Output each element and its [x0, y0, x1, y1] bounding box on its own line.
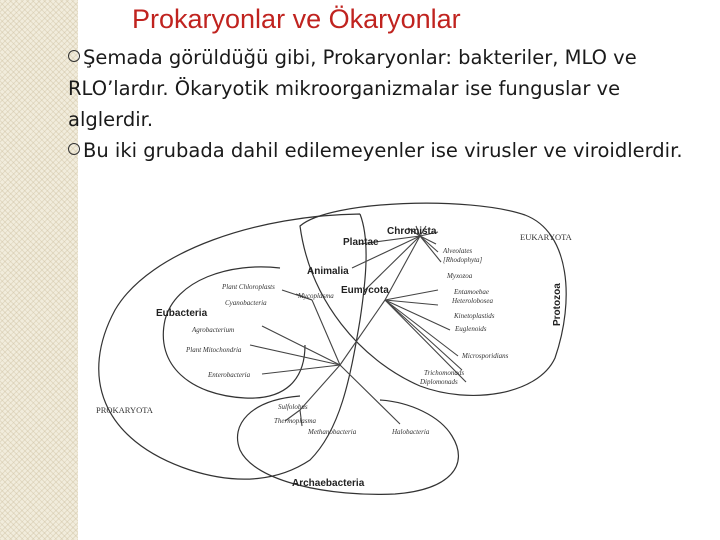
eukaryota-label: EUKARYOTA [520, 232, 572, 242]
bullet-1-text: Şemada görüldüğü gibi, Prokaryonlar: bakteriler, MLO ve RLO’lardır. Ökaryotik mikroorganizmalar ise funguslar ve alglerdir. [68, 46, 637, 131]
taxon-kinetoplastids: Kinetoplastids [454, 312, 495, 320]
archaebacteria-label: Archaebacteria [292, 478, 365, 489]
tree-branches [250, 226, 466, 426]
bullet-2 [68, 135, 708, 166]
taxon-cyanobacteria: Cyanobacteria [225, 299, 267, 307]
taxon-heterolobosea: Heterolobosea [452, 297, 493, 305]
taxon-enterobacteria: Enterobacteria [208, 371, 251, 379]
taxon-plant-mitochondria: Plant Mitochondria [186, 346, 242, 354]
taxon-microsporidians: Microsporidians [462, 352, 509, 360]
bullet-2-text: Bu iki grubada dahil edilemeyenler ise virusler ve viroidlerdir. [83, 139, 683, 162]
taxon-rhodophyta: [Rhodophyta] [443, 256, 483, 264]
bullet-circle-icon [68, 143, 80, 155]
taxon-alveolates: Alveolates [443, 247, 473, 255]
chromista-label: Chromista [387, 226, 437, 237]
taxon-diplomonads: Diplomonads [420, 378, 458, 386]
animalia-label: Animalia [307, 266, 349, 277]
eumycota-label: Eumycota [341, 285, 389, 296]
plantae-label: Plantae [343, 237, 379, 248]
taxon-thermoplasma: Thermoplasma [274, 417, 317, 425]
taxon-myxozoa: Myxozoa [447, 272, 473, 280]
taxon-trichomonads: Trichomonads [424, 369, 465, 377]
taxon-methanobacteria: Methanobacteria [308, 428, 357, 436]
taxon-entamoebae: Entamoebae [454, 288, 489, 296]
prokaryota-label: PROKARYOTA [96, 405, 153, 415]
taxon-plant-chloroplasts: Plant Chloroplasts [222, 283, 275, 291]
protozoa-label: Protozoa [552, 283, 563, 326]
taxon-euglenoids: Euglenoids [455, 325, 487, 333]
slide-title: Prokaryonlar ve Ökaryonlar [132, 4, 461, 34]
bullet-1 [68, 42, 708, 135]
slide-body [68, 42, 708, 196]
taxon-mycoplasma: Mycoplasma [298, 292, 334, 300]
phylogenetic-tree-diagram [0, 196, 720, 540]
bullet-circle-icon [68, 50, 80, 62]
taxon-agrobacterium: Agrobacterium [192, 326, 235, 334]
taxon-sulfolobus: Sulfolobus [278, 403, 308, 411]
eubacteria-label: Eubacteria [156, 308, 208, 319]
taxon-halobacteria: Halobacteria [392, 428, 430, 436]
